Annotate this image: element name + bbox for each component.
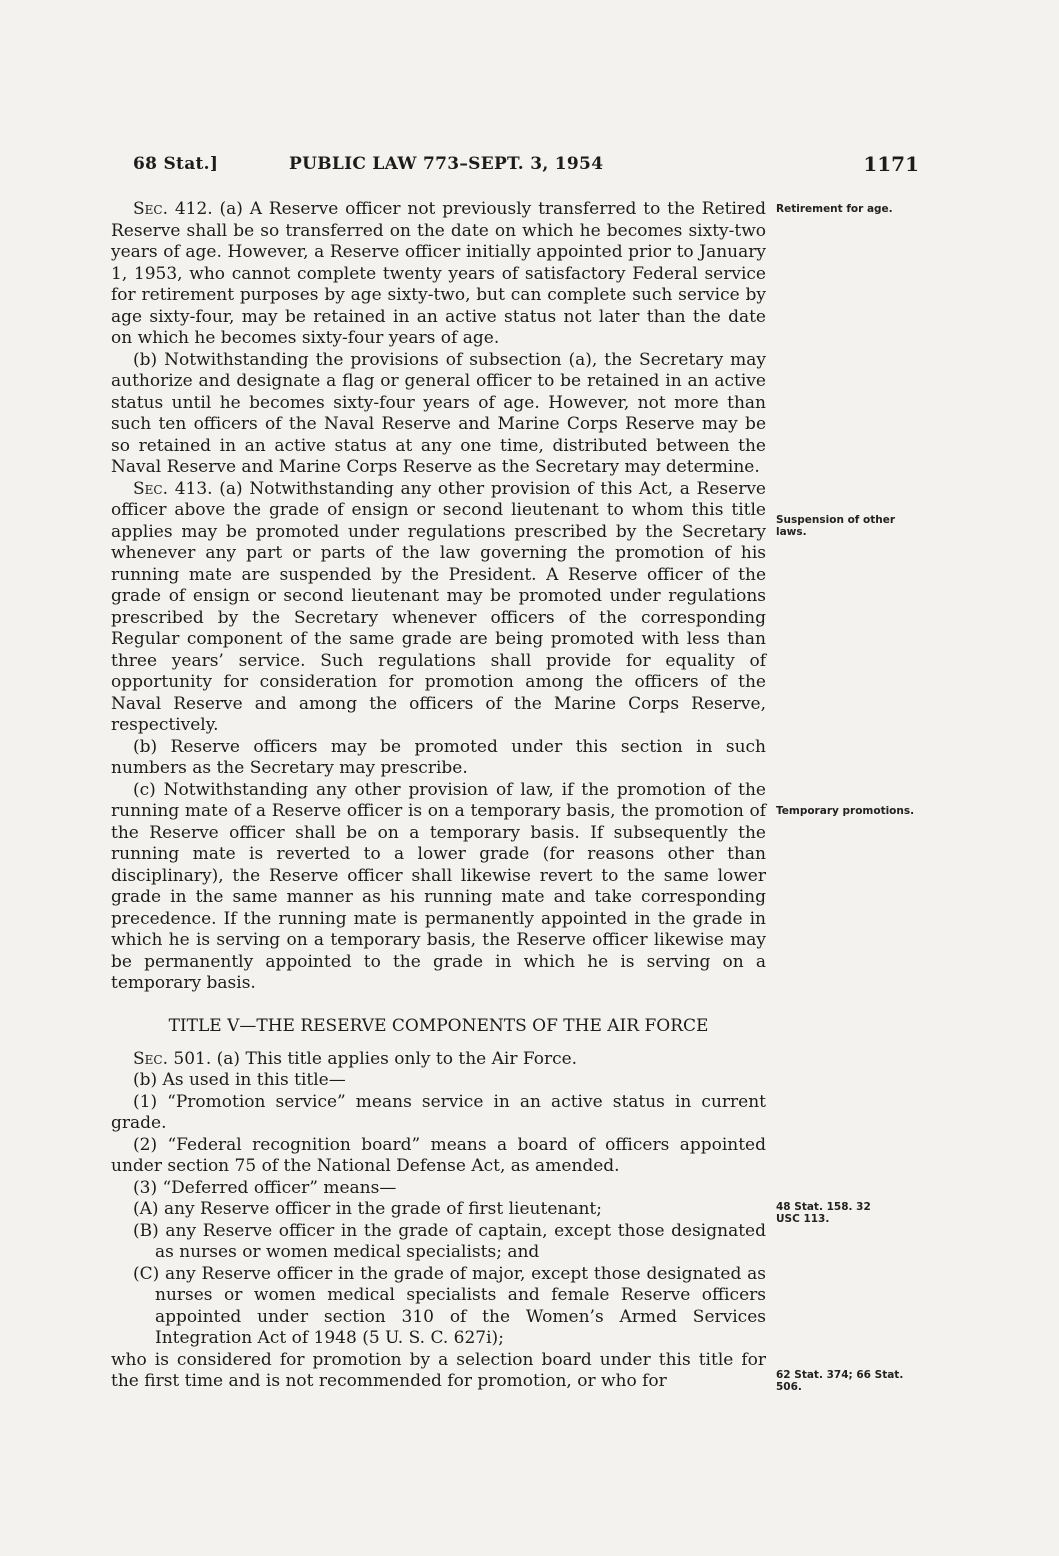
volume-reference: 68 Stat.] <box>133 154 219 174</box>
section-label: Sec. <box>133 478 168 499</box>
definition-2: (2) “Federal recognition board” means a board of officers appointed under section 75 of the National Defense Act, as amended. <box>111 1134 766 1176</box>
definition-1: (1) “Promotion service” means service in an active status in current grade. <box>111 1091 766 1133</box>
section-412-b: (b) Notwithstanding the provisions of subsection (a), the Secretary may authorize and designate a flag or general officer to be retained in an active status until he becomes sixty-four years of age. However, not more than such ten officers of the Naval Reserve and Marine Corps Reserve may be so retained in an active status at any one time, distributed between the Naval Reserve and Marine Corps Reserve as the Secretary may determine. <box>111 349 766 477</box>
margin-note-retirement: Retirement for age. <box>776 203 893 215</box>
section-501-a <box>111 1049 766 1071</box>
paragraph-text: 412. (a) A Reserve officer not previously transferred to the Retired Reserve shall be so transferred on the date on which he becomes sixty-two years of age. However, a Reserve officer initially appointed prior to January 1, 1953, who cannot complete twenty years of satisfactory Federal service for retirement purposes by age sixty-two, but can complete such service by age sixty-four, may be retained in an active status not later than the date on which he becomes sixty-four years of age. <box>111 199 766 348</box>
title-v-heading: TITLE V—THE RESERVE COMPONENTS OF THE AIR FORCE <box>168 1015 709 1036</box>
section-413-c: (c) Notwithstanding any other provision of law, if the promotion of the running mate of a Reserve officer is on a temporary basis, the promotion of the Reserve officer shall be on a temporary basis. If subsequently the running mate is reverted to a lower grade (for reasons other than disciplinary), the Reserve officer shall likewise revert to the same lower grade in the same manner as his running mate and take corresponding precedence. If the running mate is permanently appointed in the grade in which he is serving on a temporary basis, the Reserve officer likewise may be permanently appointed to the grade in which he is serving on a temporary basis. <box>111 779 766 993</box>
page-number: 1171 <box>863 152 919 176</box>
definition-3-c: (C) any Reserve officer in the grade of major, except those designated as nurses or women medical specialists and female Reserve officers appointed under section 310 of the Women’s Armed Services Integration Act of 1948 (5 U. S. C. 627i); <box>133 1263 766 1348</box>
definition-3-a: (A) any Reserve officer in the grade of first lieutenant; <box>133 1199 602 1219</box>
section-label: Sec. <box>133 1048 168 1069</box>
page-header <box>133 154 919 184</box>
definition-3: (3) “Deferred officer” means— <box>133 1177 397 1198</box>
definition-3-closing: who is considered for promotion by a selection board under this title for the first time and is not recommended for promotion, or who for <box>111 1349 766 1391</box>
margin-note-temporary: Temporary promotions. <box>776 805 915 817</box>
section-412-a <box>111 199 766 350</box>
paragraph-text: 413. (a) Notwithstanding any other provision of this Act, a Reserve officer above the grade of ensign or second lieutenant to whom this title applies may be promoted under regulations prescribed by the Secretary whenever any part or parts of the law governing the promotion of his running mate are suspended by the President. A Reserve officer of the grade of ensign or second lieutenant may be promoted under regulations prescribed by the Secretary whenever officers of the corresponding Regular component of the same grade are being promoted with less than three years’ service. Such regulations shall provide for equality of opportunity for consideration for promotion among the officers of the Naval Reserve and among the officers of the Marine Corps Reserve, respectively. <box>111 478 766 735</box>
section-413-b: (b) Reserve officers may be promoted under this section in such numbers as the Secretary may prescribe. <box>111 736 766 778</box>
section-501-b: (b) As used in this title— <box>133 1070 346 1090</box>
section-413-a <box>111 479 766 737</box>
paragraph-text: 501. (a) This title applies only to the Air Force. <box>173 1048 578 1069</box>
definition-3-b: (B) any Reserve officer in the grade of captain, except those designated as nurses or women medical specialists; and <box>133 1220 766 1262</box>
margin-note-suspension: Suspension of other laws. <box>776 514 896 538</box>
margin-note-citation-48-stat: 48 Stat. 158. 32 USC 113. <box>776 1201 871 1225</box>
section-label: Sec. <box>133 199 168 219</box>
running-title: PUBLIC LAW 773–SEPT. 3, 1954 <box>289 154 604 174</box>
statute-body <box>111 199 766 1393</box>
margin-note-citation-62-stat: 62 Stat. 374; 66 Stat. 506. <box>776 1369 904 1393</box>
